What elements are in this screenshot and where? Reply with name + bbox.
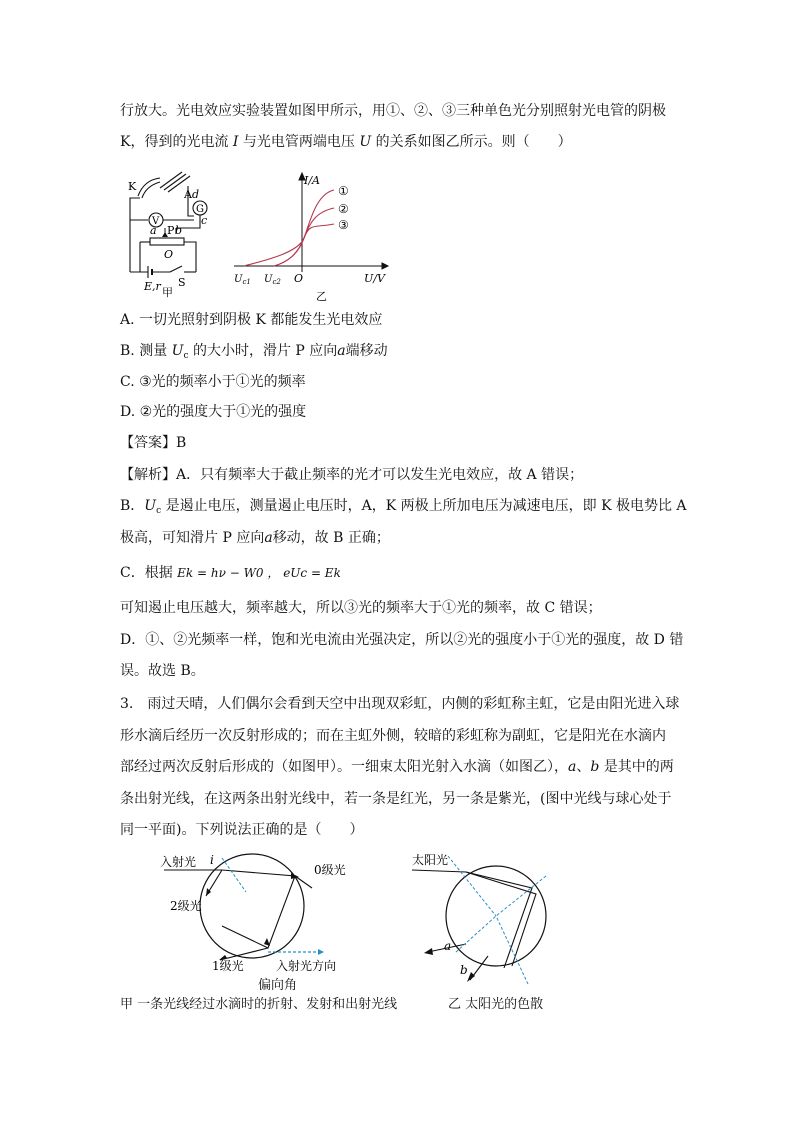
x-axis-arrow bbox=[382, 263, 388, 269]
var-U: U bbox=[144, 498, 157, 514]
option-A: A. 一切光照射到阴极 K 都能发生光电效应 bbox=[120, 312, 383, 328]
label-direction: 入射光方向 bbox=[276, 959, 337, 973]
analysis-line-3 bbox=[120, 529, 390, 547]
answer-value: B bbox=[176, 435, 187, 451]
option-C: C. ③光的频率小于①光的频率 bbox=[120, 374, 306, 390]
q3-line-3 bbox=[120, 758, 674, 776]
formula: Ek = hν − W0 ， eUc = Ek bbox=[177, 566, 341, 580]
droplet-diagram-yi bbox=[408, 848, 558, 988]
caption-yi: 乙 bbox=[316, 290, 327, 303]
q3-text: 部经过两次反射后形成的（如图甲）。一细束太阳光射入水滴（如图乙）， bbox=[120, 759, 568, 775]
normal-line bbox=[222, 858, 246, 892]
label-K: K bbox=[128, 180, 137, 193]
label-incident: 入射光 bbox=[160, 855, 197, 869]
curve-3 bbox=[244, 224, 334, 266]
label-deviation: 偏向角 bbox=[258, 978, 298, 993]
analysis-text: B． bbox=[120, 498, 145, 514]
droplet-diagram-jia bbox=[150, 848, 390, 978]
circuit-diagram bbox=[120, 168, 220, 298]
tick-Uc2: $U_{c2}$ bbox=[264, 274, 281, 286]
subscript: c bbox=[156, 506, 162, 516]
label-P: P bbox=[167, 224, 175, 237]
label-b: b bbox=[175, 224, 183, 237]
x-axis-label: U/V bbox=[364, 272, 385, 285]
q3-text: 、 bbox=[576, 759, 591, 775]
answer bbox=[120, 434, 186, 452]
analysis-text: 移动，故 B 正确； bbox=[272, 530, 390, 546]
caption-fig3-yi: 乙 太阳光的色散 bbox=[448, 997, 544, 1012]
series-label-2: ② bbox=[338, 202, 349, 216]
internal-ray-1 bbox=[466, 872, 532, 968]
intro-text: 与光电管两端电压 bbox=[238, 134, 360, 150]
incident-direction-arrow bbox=[318, 949, 324, 955]
var-b: b bbox=[590, 759, 600, 775]
analysis-label: 【解析】 bbox=[120, 467, 176, 483]
arrowhead bbox=[424, 948, 433, 955]
label-b: b bbox=[460, 963, 468, 977]
subscript: c bbox=[183, 351, 189, 361]
label-G: G bbox=[196, 204, 204, 215]
analysis-text: A．只有频率大于截止频率的光才可以发生光电效应，故 A 错误； bbox=[176, 467, 584, 483]
wire bbox=[130, 198, 148, 220]
caption-fig3-jia: 甲 一条光线经过水滴时的折射、发射和出射光线 bbox=[120, 997, 398, 1012]
var-a: a bbox=[264, 530, 273, 546]
normal-line bbox=[496, 876, 546, 916]
normal-line bbox=[448, 856, 496, 916]
answer-label: 【答案】 bbox=[120, 435, 176, 451]
internal-path bbox=[222, 870, 295, 948]
analysis-line-2 bbox=[120, 497, 687, 520]
sunlight-ray bbox=[412, 870, 466, 872]
analysis-line-7: 误。故选 B。 bbox=[120, 663, 205, 679]
option-B bbox=[120, 342, 388, 365]
q3-text: 是其中的两 bbox=[599, 759, 674, 775]
series-label-1: ① bbox=[338, 184, 349, 198]
iu-chart bbox=[230, 168, 390, 303]
label-Er: E,r bbox=[144, 280, 161, 293]
option-text: 端移动 bbox=[345, 343, 388, 359]
var-I: I bbox=[232, 134, 239, 150]
switch-blade bbox=[170, 266, 182, 272]
label-a: a bbox=[150, 224, 157, 237]
option-text: B. 测量 bbox=[120, 343, 172, 359]
light-ray bbox=[164, 174, 186, 190]
caption-jia: 甲 bbox=[162, 286, 173, 298]
arrowhead bbox=[467, 972, 475, 982]
option-D: D. ②光的强度大于①光的强度 bbox=[120, 404, 307, 420]
arrowhead bbox=[264, 938, 270, 946]
var-a: a bbox=[337, 343, 346, 359]
wire bbox=[184, 242, 196, 272]
label-order0: 0级光 bbox=[314, 863, 346, 877]
label-O: O bbox=[164, 248, 174, 261]
analysis-text: 极高，可知滑片 P 应向 bbox=[120, 530, 265, 546]
intro-line-2 bbox=[120, 133, 572, 151]
intro-text: 的关系如图乙所示。则（ ） bbox=[371, 134, 572, 150]
var-U: U bbox=[359, 134, 372, 150]
var-U: U bbox=[171, 343, 184, 359]
label-d: d bbox=[192, 188, 200, 201]
light-ray bbox=[160, 172, 182, 188]
label-i: i bbox=[210, 853, 214, 867]
label-order1: 1级光 bbox=[212, 959, 244, 973]
label-c: c bbox=[201, 214, 208, 227]
series-label-3: ③ bbox=[338, 218, 349, 232]
option-text: 的大小时，滑片 P 应向 bbox=[188, 343, 338, 359]
normal-line bbox=[456, 916, 496, 952]
y-axis-label-text: I/A bbox=[304, 174, 320, 187]
label-sunlight: 太阳光 bbox=[412, 853, 449, 867]
analysis-text: 是遏止电压，测量遏止电压时，A，K 两极上所加电压为减速电压，即 K 极电势比 A bbox=[161, 498, 687, 514]
label-order2: 2级光 bbox=[170, 899, 202, 913]
rheostat bbox=[150, 238, 184, 245]
q3-line-2: 形水滴后经历一次反射形成的；而在主虹外侧，较暗的彩虹称为副虹，它是阳光在水滴内 bbox=[120, 728, 666, 744]
intro-text: K，得到的光电流 bbox=[120, 134, 233, 150]
q3-line-5: 同一平面)。下列说法正确的是（ ） bbox=[120, 822, 364, 838]
analysis-line-6: D．①、②光频率一样，饱和光电流由光强决定，所以②光的强度小于①光的强度，故 D 错 bbox=[120, 632, 684, 648]
analysis-text: C．根据 bbox=[120, 565, 178, 581]
y-axis-label bbox=[303, 174, 320, 187]
analysis-line-1 bbox=[120, 466, 583, 484]
analysis-line-4 bbox=[120, 564, 341, 582]
q3-line-1: 3. 雨过天晴，人们偶尔会看到天空中出现双彩虹，内侧的彩虹称主虹，它是由阳光进入球 bbox=[120, 696, 680, 712]
intro-line-1: 行放大。光电效应实验装置如图甲所示，用①、②、③三种单色光分别照射光电管的阴极 bbox=[120, 103, 666, 119]
var-a: a bbox=[568, 759, 577, 775]
tick-Uc1: $U_{c1}$ bbox=[234, 274, 251, 286]
tick-O: O bbox=[294, 272, 304, 285]
label-S: S bbox=[178, 276, 186, 289]
q3-line-4: 条出射光线，在这两条出射光线中，若一条是红光，另一条是紫光，(图中光线与球心处于 bbox=[120, 791, 672, 807]
label-V: V bbox=[152, 216, 160, 227]
label-A: A bbox=[184, 188, 192, 201]
analysis-line-5: 可知遏止电压越大，频率越大，所以③光的频率大于①光的频率，故 C 错误； bbox=[120, 600, 602, 616]
normal-line bbox=[496, 916, 528, 984]
label-a: a bbox=[444, 939, 452, 953]
